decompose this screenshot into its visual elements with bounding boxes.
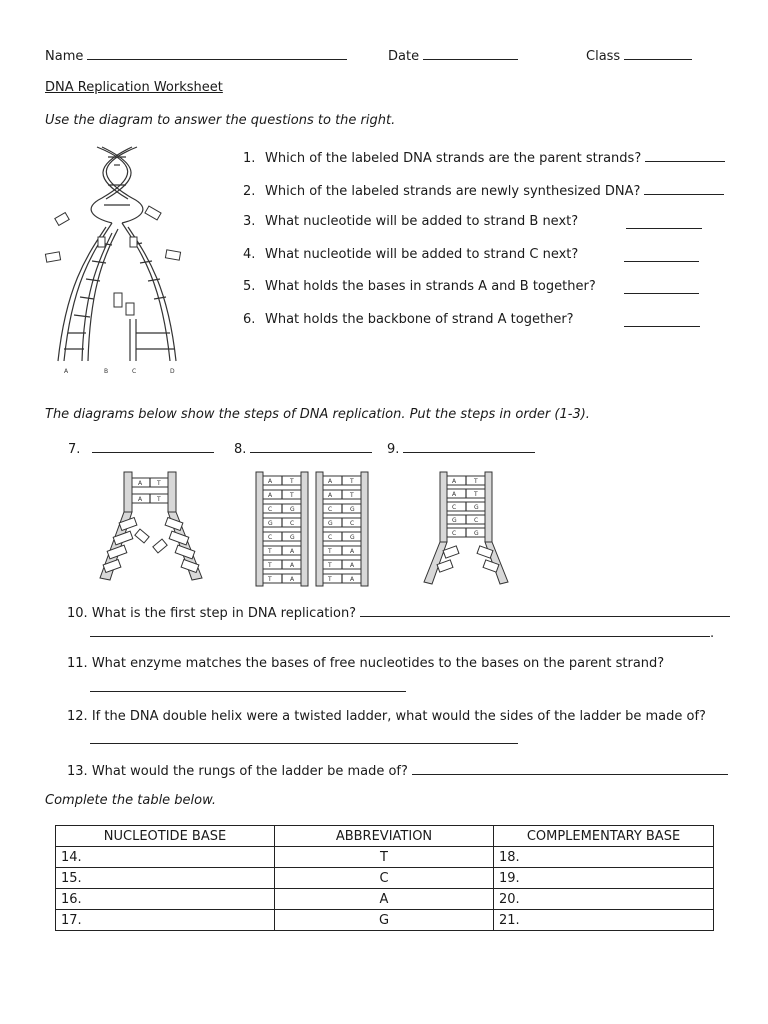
svg-text:A: A [290, 576, 295, 583]
svg-text:A: A [290, 548, 295, 555]
svg-text:T: T [350, 478, 354, 485]
worksheet-title: DNA Replication Worksheet [45, 80, 223, 95]
answer-blank-1[interactable] [645, 149, 725, 162]
question-13: 13. What would the rungs of the ladder be made of? [67, 762, 728, 779]
svg-text:G: G [474, 530, 479, 537]
svg-text:A: A [328, 478, 333, 485]
answer-blank-3[interactable] [626, 216, 702, 229]
instruction-steps: The diagrams below show the steps of DNA replication. Put the steps in order (1-3). [45, 407, 590, 422]
svg-text:T: T [157, 496, 161, 503]
svg-text:T: T [290, 492, 294, 499]
question-4: 4. What nucleotide will be added to strand C next? [243, 247, 579, 262]
svg-text:A: A [452, 491, 457, 498]
table-row [56, 889, 714, 910]
svg-text:G: G [268, 520, 273, 527]
answer-blank-13[interactable] [412, 762, 728, 775]
svg-text:A: A [452, 478, 457, 485]
svg-text:A: A [138, 496, 143, 503]
name-label: Name [45, 49, 84, 64]
svg-text:T: T [328, 548, 332, 555]
svg-text:G: G [474, 504, 479, 511]
svg-text:C: C [268, 534, 273, 541]
svg-text:G: G [290, 534, 295, 541]
svg-text:A: A [268, 492, 273, 499]
class-blank[interactable] [624, 47, 692, 60]
svg-text:A: A [290, 562, 295, 569]
svg-text:A: A [328, 492, 333, 499]
step-7: 7. [68, 440, 214, 457]
svg-text:A: A [350, 562, 355, 569]
class-label: Class [586, 49, 621, 64]
answer-blank-2[interactable] [644, 182, 724, 195]
svg-text:T: T [350, 492, 354, 499]
answer-blank-5[interactable] [624, 281, 699, 294]
question-11: 11. What enzyme matches the bases of free nucleotides to the bases on the parent strand? [67, 656, 665, 671]
svg-text:T: T [328, 562, 332, 569]
question-6: 6. What holds the backbone of strand A together? [243, 312, 574, 327]
svg-text:G: G [452, 517, 457, 524]
svg-text:T: T [268, 562, 272, 569]
table-cell[interactable]: 19. [494, 868, 714, 889]
step-diagram-2 [254, 470, 374, 590]
date-blank[interactable] [423, 47, 518, 60]
question-3: 3. What nucleotide will be added to strand B next? [243, 214, 579, 229]
svg-text:C: C [452, 530, 457, 537]
step-diagram-1 [96, 470, 208, 590]
table-cell[interactable]: 20. [494, 889, 714, 910]
strand-label-d: D [170, 368, 175, 375]
svg-text:G: G [350, 506, 355, 513]
svg-text:T: T [268, 576, 272, 583]
table-row [56, 910, 714, 931]
date-label: Date [388, 49, 420, 64]
name-field [45, 47, 347, 64]
svg-text:A: A [138, 480, 143, 487]
svg-text:C: C [452, 504, 457, 511]
svg-text:T: T [268, 548, 272, 555]
table-cell[interactable]: 16. [56, 889, 275, 910]
svg-text:C: C [268, 506, 273, 513]
svg-text:C: C [474, 517, 479, 524]
table-cell: T [275, 847, 494, 868]
step-8: 8. [234, 440, 372, 457]
answer-blank-6[interactable] [624, 314, 700, 327]
question-2: 2. Which of the labeled strands are newly synthesized DNA? [243, 182, 724, 199]
table-cell[interactable]: 14. [56, 847, 275, 868]
svg-text:C: C [350, 520, 355, 527]
question-10-line-2: . [90, 624, 714, 641]
svg-text:G: G [350, 534, 355, 541]
svg-text:T: T [157, 480, 161, 487]
step-9: 9. [387, 440, 535, 457]
question-12: 12. If the DNA double helix were a twisted ladder, what would the sides of the ladder be made of? [67, 709, 706, 724]
answer-blank-12[interactable] [90, 731, 518, 744]
instruction-table: Complete the table below. [45, 793, 217, 808]
replication-fork-diagram [42, 143, 202, 375]
table-header-abbreviation: ABBREVIATION [275, 826, 494, 847]
table-row [56, 868, 714, 889]
ladder-right [316, 472, 368, 586]
date-field [388, 47, 518, 64]
name-blank[interactable] [87, 47, 347, 60]
table-cell[interactable]: 15. [56, 868, 275, 889]
svg-text:T: T [290, 478, 294, 485]
table-cell[interactable]: 17. [56, 910, 275, 931]
svg-text:G: G [328, 520, 333, 527]
table-header-row [56, 826, 714, 847]
table-cell[interactable]: 18. [494, 847, 714, 868]
svg-text:T: T [328, 576, 332, 583]
step-9-blank[interactable] [403, 440, 535, 453]
strand-label-b: B [104, 368, 109, 375]
class-field [586, 47, 692, 64]
table-cell: G [275, 910, 494, 931]
step-diagram-3 [422, 470, 512, 590]
svg-text:C: C [328, 506, 333, 513]
table-cell: A [275, 889, 494, 910]
strand-label-a: A [64, 368, 69, 375]
svg-text:A: A [350, 548, 355, 555]
svg-text:T: T [474, 491, 478, 498]
table-row [56, 847, 714, 868]
table-header-complementary-base: COMPLEMENTARY BASE [494, 826, 714, 847]
answer-blank-10a[interactable] [360, 604, 730, 617]
question-10: 10. What is the first step in DNA replication? [67, 604, 730, 621]
question-5: 5. What holds the bases in strands A and B together? [243, 279, 596, 294]
table-cell[interactable]: 21. [494, 910, 714, 931]
table-cell: C [275, 868, 494, 889]
svg-text:G: G [290, 506, 295, 513]
nucleotide-table [55, 825, 714, 931]
svg-text:A: A [268, 478, 273, 485]
step-7-blank[interactable] [92, 440, 214, 453]
svg-text:C: C [328, 534, 333, 541]
svg-text:A: A [350, 576, 355, 583]
svg-text:C: C [290, 520, 295, 527]
answer-blank-10b[interactable] [90, 624, 710, 637]
answer-blank-4[interactable] [624, 249, 699, 262]
strand-label-c: C [132, 368, 137, 375]
question-1: 1. Which of the labeled DNA strands are the parent strands? [243, 149, 725, 166]
answer-blank-11[interactable] [90, 679, 406, 692]
ladder-left [256, 472, 308, 586]
svg-text:T: T [474, 478, 478, 485]
instruction-diagram: Use the diagram to answer the questions to the right. [45, 113, 396, 128]
step-8-blank[interactable] [250, 440, 372, 453]
table-header-nucleotide-base: NUCLEOTIDE BASE [56, 826, 275, 847]
